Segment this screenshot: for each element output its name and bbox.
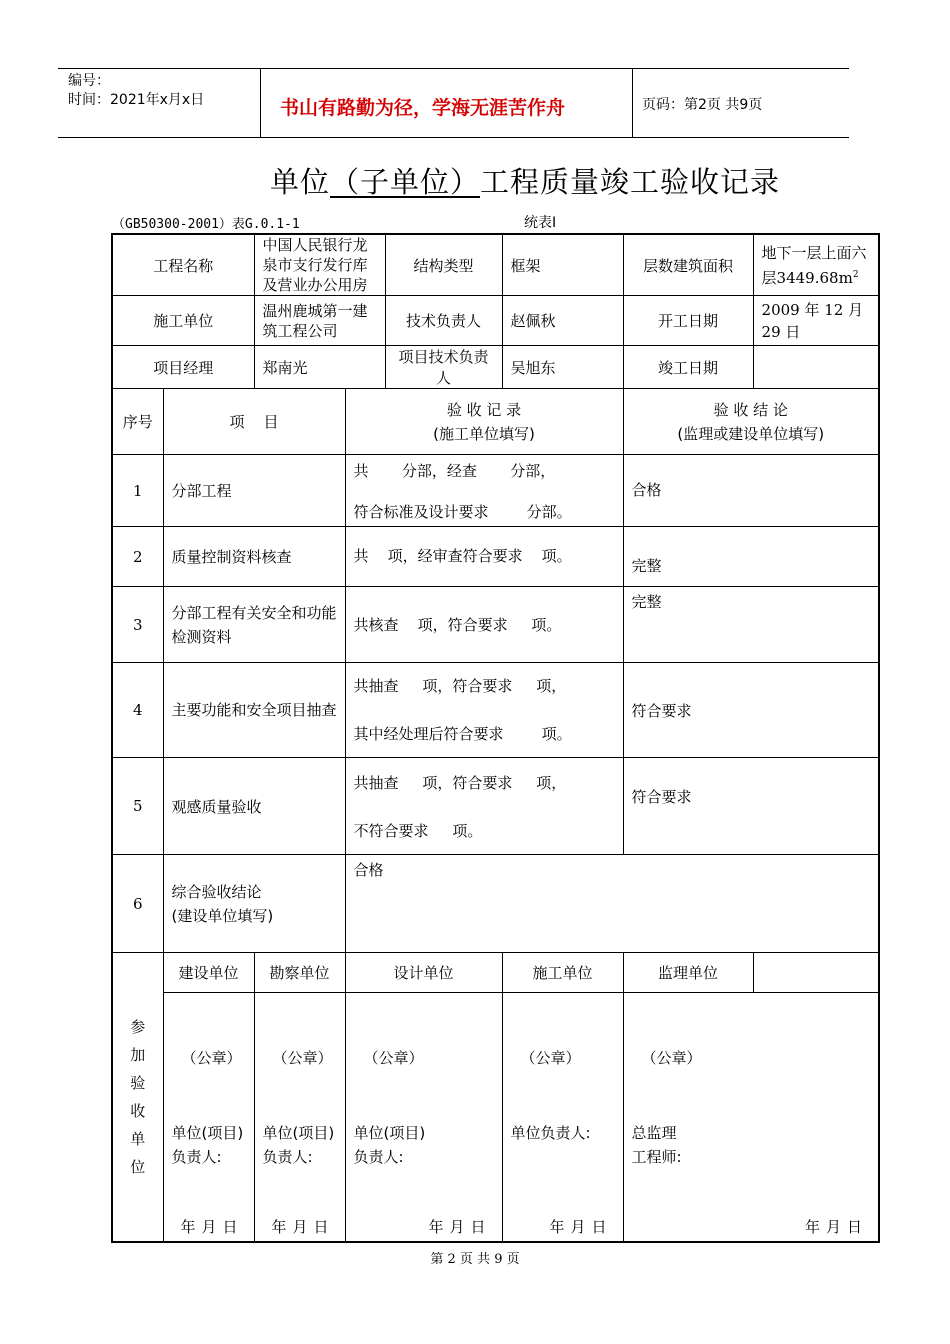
table-row	[112, 663, 879, 758]
record-line-1: 共抽查 项，符合要求 项，	[353, 774, 567, 792]
standard-code: （GB50300-2001）表G.0.1-1	[112, 217, 300, 232]
row-number: 1	[112, 455, 163, 527]
row-item: 分部工程有关安全和功能检测资料	[163, 587, 345, 663]
tech-lead-label: 技术负责人	[385, 296, 502, 346]
floors-area-label: 层数建筑面积	[623, 234, 753, 296]
row-item: 质量控制资料核查	[163, 527, 345, 587]
seq-header: 序号	[112, 389, 163, 455]
row-record: 共核查 项，符合要求 项。	[345, 587, 623, 663]
record-line-1: 共 分部，经查 分部，	[353, 462, 556, 480]
responsible-label	[354, 1121, 426, 1169]
motto: 书山有路勤为径，学海无涯苦作舟	[280, 97, 566, 119]
overall-value: 合格	[345, 855, 879, 953]
seal-label: （公章）	[520, 1049, 581, 1067]
row-conclusion: 完整	[623, 587, 879, 663]
record-header	[345, 389, 623, 455]
row-item: 观感质量验收	[163, 758, 345, 855]
floors-area-text: 地下一层上面六层3449.68m	[761, 243, 867, 287]
tech-lead: 赵佩秋	[502, 296, 623, 346]
conclusion-header	[623, 389, 879, 455]
signature-cell	[623, 993, 879, 1242]
document-header	[58, 68, 849, 138]
table-row	[112, 758, 879, 855]
completion-date-label: 竣工日期	[623, 346, 753, 389]
responsible-label	[511, 1121, 591, 1145]
page-label: 页码：第2页 共9页	[642, 97, 763, 113]
page-title	[270, 160, 780, 201]
row-item: 分部工程	[163, 455, 345, 527]
floors-area	[753, 234, 879, 296]
structure-type-label: 结构类型	[385, 234, 502, 296]
row-number: 2	[112, 527, 163, 587]
row-record	[345, 455, 623, 527]
title-post: 工程质量竣工验收记录	[480, 165, 781, 199]
conclusion-header-title: 验 收 结 论	[713, 400, 788, 419]
signature-cell	[254, 993, 345, 1242]
start-date: 2009 年 12 月 29 日	[753, 296, 879, 346]
project-manager-label: 项目经理	[112, 346, 254, 389]
date-label: 年月日	[180, 1217, 244, 1236]
responsible-label	[172, 1121, 244, 1169]
row-conclusion: 符合要求	[623, 758, 879, 855]
signature-cell	[163, 993, 254, 1242]
seal-label: （公章）	[641, 1049, 702, 1067]
date-label: 年月日	[805, 1217, 869, 1236]
time-label: 时间：2021年x月x日	[68, 92, 205, 108]
record-line-2: 其中经处理后符合要求 项。	[353, 725, 572, 743]
unit-name: 设计单位	[345, 953, 502, 993]
row-item	[163, 855, 345, 953]
row-number: 6	[112, 855, 163, 953]
project-tech-lead: 吴旭东	[502, 346, 623, 389]
responsible-line-1: 总监理	[631, 1124, 677, 1142]
structure-type: 框架	[502, 234, 623, 296]
completion-date	[753, 346, 879, 389]
record-line-2: 符合标准及设计要求 分部。	[353, 503, 572, 521]
row-conclusion: 完整	[623, 527, 879, 587]
project-manager: 郑南光	[254, 346, 385, 389]
row-record	[345, 758, 623, 855]
header-meta	[68, 72, 204, 110]
participants-label-char: 收	[130, 1101, 146, 1120]
table-row	[112, 455, 879, 527]
project-name-label: 工程名称	[112, 234, 254, 296]
item-header: 项 目	[163, 389, 345, 455]
row-number: 5	[112, 758, 163, 855]
header-divider	[260, 69, 261, 137]
table-row	[112, 527, 879, 587]
responsible-line-1: 单位(项目)	[353, 1124, 426, 1142]
row-record	[345, 663, 623, 758]
signature-cell	[345, 993, 502, 1242]
title-underlined: （子单位）	[330, 165, 481, 199]
row-number: 4	[112, 663, 163, 758]
responsible-label	[632, 1121, 682, 1169]
table-row	[112, 587, 879, 663]
seal-label: （公章）	[272, 1049, 333, 1067]
record-line-2: 不符合要求 项。	[353, 822, 483, 840]
participants-label-text	[121, 1013, 155, 1181]
record-line-1: 共抽查 项，符合要求 项，	[353, 677, 567, 695]
signature-cell	[502, 993, 623, 1242]
responsible-line-1: 单位(项目)	[262, 1124, 335, 1142]
unit-name: 建设单位	[163, 953, 254, 993]
overall-row	[112, 855, 879, 953]
number-label: 编号：	[68, 73, 110, 89]
header-divider	[632, 69, 633, 137]
date-label: 年月日	[428, 1217, 492, 1236]
overall-item-2: (建设单位填写)	[171, 906, 274, 925]
record-header-sub: (施工单位填写)	[433, 424, 535, 443]
acceptance-record-table	[111, 233, 880, 1243]
responsible-line-2: 负责人:	[262, 1148, 313, 1166]
overall-item-1: 综合验收结论	[171, 882, 262, 901]
row-item: 主要功能和安全项目抽查	[163, 663, 345, 758]
responsible-line-2: 负责人:	[353, 1148, 404, 1166]
form-code: 统表Ⅰ	[524, 215, 557, 231]
participants-label-char: 位	[130, 1157, 146, 1176]
responsible-line-2: 工程师:	[631, 1148, 682, 1166]
row-conclusion: 符合要求	[623, 663, 879, 758]
row-record: 共 项，经审查符合要求 项。	[345, 527, 623, 587]
row-number: 3	[112, 587, 163, 663]
participants-label-char: 验	[130, 1073, 146, 1092]
unit-name: 勘察单位	[254, 953, 345, 993]
floors-area-sup: 2	[852, 269, 859, 280]
responsible-line-1: 单位(项目)	[171, 1124, 244, 1142]
unit-name: 施工单位	[502, 953, 623, 993]
project-name: 中国人民银行龙泉市支行发行库及营业办公用房	[254, 234, 385, 296]
responsible-line-1: 单位负责人:	[510, 1124, 591, 1142]
date-label: 年月日	[549, 1217, 613, 1236]
seal-label: （公章）	[181, 1049, 242, 1067]
responsible-label	[263, 1121, 335, 1169]
page-footer: 第 2 页 共 9 页	[430, 1252, 520, 1267]
construction-unit: 温州鹿城第一建筑工程公司	[254, 296, 385, 346]
title-pre: 单位	[270, 165, 331, 199]
participants-label-char: 单	[130, 1129, 146, 1148]
project-tech-lead-label: 项目技术负责人	[385, 346, 502, 389]
participants-label-char: 加	[130, 1045, 146, 1064]
start-date-label: 开工日期	[623, 296, 753, 346]
date-label: 年月日	[271, 1217, 335, 1236]
unit-name: 监理单位	[623, 953, 753, 993]
responsible-line-2: 负责人:	[171, 1148, 222, 1166]
construction-unit-label: 施工单位	[112, 296, 254, 346]
record-header-title: 验 收 记 录	[446, 400, 522, 419]
conclusion-header-sub: (监理或建设单位填写)	[677, 424, 825, 443]
row-conclusion: 合格	[623, 455, 879, 527]
participants-label-char: 参	[130, 1017, 146, 1036]
participants-label	[112, 953, 163, 1242]
seal-label: （公章）	[363, 1049, 424, 1067]
